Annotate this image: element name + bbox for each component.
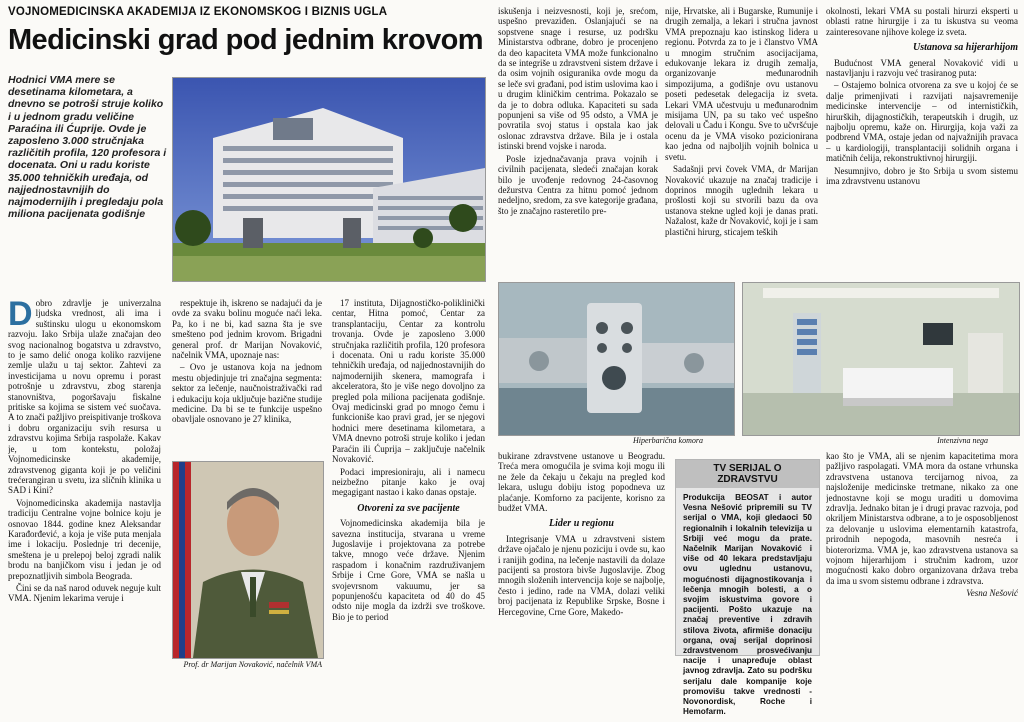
paragraph: obro zdravlje je univerzalna ljudska vrednost, ali ima i suštinsku ulogu u ekonomskom razvoju. Iako Srbija ulaže značajan deo svog nacionalnog bogatstva u zdravstvo, to je samo delić onoga koliko razvijene zemlje ulažu u taj sektor. Zahtevi za investicijama u novu opremu i porast potrošnje u zdravstvu, zbog starenja stanovništva, pogoršavaju fiskalne pritiske sa kojima se sistem već suočava. A to znači pažljivo preispitivanje troškova i dobru organizaciju svih resursa u zdravstvu kojima Srbija raspolaže. Kakav je, u tom kontekstu, položaj Vojnomedicinske akademije, zdravstvenog giganta koji je po veličini trećerangiran u svetu, iza sličnih klinika u SAD i Kini? xyxy=(8,298,161,496)
paragraph: Podaci impresioniraju, ali i namecu neizbežno pitanje kako je ovaj megagigant nastao i kako danas opstaje. xyxy=(332,466,485,498)
paragraph: Vojnomedicinska akademija bila je savezna institucija, stvarana u vreme Jugoslavije i projektovana za potrebe takve, mnogo veće države. Njenim raspadom i konačnim razdruživanjem Srbije i Crne Gore, VMA se našla u svojevrsnom vakuumu, jer sa popunjenošću kapaciteta od 40 do 45 odsto nije mogla da izdrži sve troškove. Bio je to period xyxy=(332,518,485,622)
paragraph: kao što je VMA, ali se njenim kapacitetima mora pažljivo raspolagati. VMA mora da ostane vrhunska zdravstvena ustanova tercijarnog nivoa, za najsloženije medicinske tretmane, nikako za one jednostavne koji se mogu uraditi u domovima zdravlja. Jednako bitan je i drugi pravac razvoja, pod okriljem Ministarstva odbrane, a to je osposobljenost za delovanje u uslovima elementarnih katastrofa, prirodnih nepogoda, masovnih nesreća i bioterorizma. VMA je, kao zdravstvena ustanova sa vojnom hijerarhijom i stručnim kadrom, uzor mogućnosti kako dobro organizovana država treba da ima u svom sistemu odbrane i zdravstva. xyxy=(826,451,1018,586)
tv-series-box xyxy=(675,459,820,717)
paragraph: okolnosti, lekari VMA su postali hirurzi eksperti u oblasti ratne hirurgije i za tu iskustva su veoma zainteresovane njihove kolege iz sveta. xyxy=(826,6,1018,37)
paragraph: Čini se da naš narod oduvek neguje kult VMA. Njenim lekarima veruje i xyxy=(8,582,161,604)
icu-photo xyxy=(742,282,1020,436)
paragraph: Budućnost VMA general Novaković vidi u nastavljanju i razvoju već trasiranog puta: xyxy=(826,57,1018,79)
building-illustration xyxy=(173,78,485,281)
article-column-2 xyxy=(172,298,322,453)
section-subhead: Otvoreni za sve pacijente xyxy=(357,502,460,514)
article-column-6 xyxy=(826,6,1018,278)
hyperbaric-caption: Hiperbarična komora xyxy=(633,436,703,445)
article-column-7 xyxy=(498,451,665,673)
paragraph: – Ovo je ustanova koja na jednom mestu objedinjuje tri značajna segmenta: sektor za lečenje, naučnoistraživački rad i edukaciju koja uključuje bazične studije medicine. Da bi se te funkcije uspešno obavljale osnovano je 27 klinika, xyxy=(172,362,322,425)
paragraph: respektuje ih, iskreno se nadajući da je ovde za svaku bolinu moguće naći leka. Pa, ko i ne bi, kad sazna šta je sve smešteno pod jednim krovom. Brigadni general prof. dr Marijan Novaković, načelnik VMA, upoznaje nas: xyxy=(172,298,322,361)
article-column-4 xyxy=(498,6,658,278)
headline: Medicinski grad pod jednim krovom xyxy=(8,24,483,56)
article-column-5 xyxy=(665,6,818,278)
lead-paragraph: Hodnici VMA mere se desetinama kilometara, a dnevno se potroši struje koliko i u jednom gradu veličine Paraćina ili Ćuprije. Ovde je zaposleno 3.000 stručnjaka različitih profila, 120 profesora i docenata. Oni u radu koriste 35.000 tehničkih uređaja, od najjednostavnijih do najmodernijih i pregledaju pola miliona pacijenata godišnje xyxy=(8,74,167,221)
paragraph: nije, Hrvatske, ali i Bugarske, Rumunije i drugih zemalja, a lekari i stručna javnost VMA prepoznaju kao istinskog lidera u regionu. Potvrda za to je i članstvo VMA u mnogim stručnim asocijacijama, edukovanje lekara iz drugih zemalja, organizovanje međunarodnih simpozijuma, a godišnje ovu ustanovu poseti pedesetak delegacija iz sveta. Lekari VMA učestvuju u međunarodnim misijama UN, pa su tako već uspešno delovali u Čadu i Kongu. Sve to učvršćuje ocenu da je VMA visoko pozicionirana kao jedna od najboljih vojnih bolnica u svetu. xyxy=(665,6,818,162)
paragraph: bukirane zdravstvene ustanove u Beogradu. Treća mera omogućila je svima koji mogu ili ne žele da čekaju u čekaju na pregled kod lekara, uslugu dobiju istog popodneva uz plaćanje. Komforno za pacijente, korisno za budžet VMA. xyxy=(498,451,665,514)
drop-cap: D xyxy=(8,298,33,333)
building-photo xyxy=(172,77,486,282)
paragraph: Sadašnji prvi čovek VMA, dr Marijan Novaković ukazuje na značaj tradicije i doprinos mnogih uglednih lekara u prošlosti koji su stvorili bazu da ova ustanova stekne ugled koji je danas prati. Nažalost, kaže dr Novaković, koji je i sam plastični hirurg, sticajem teških xyxy=(665,164,818,237)
hyperbaric-illustration xyxy=(499,283,734,435)
paragraph: Nesumnjivo, dobro je što Srbija u svom sistemu ima zdravstvenu ustanovu xyxy=(826,165,1018,187)
icu-illustration xyxy=(743,283,1019,435)
article-column-1 xyxy=(8,298,161,673)
paragraph: iskušenja i neizvesnosti, koji je, srećom, uspešno prevaziđen. Oslanjajući se na sopstvene snage i resurse, uz podršku Ministarstva odbrane, dobro je procenjeno da deo kapaciteta VMA može funkcionalno da se integriše u zdravstveni sistem države i da osim vojnih osiguranika ovde mogu da se leče svi građani, pod istim uslovima kao i u drugim kliničkim centrima. Pokazalo se da je to dobra odluka. Kapaciteti su sada popunjeni sa više od 95 odsto, a VMA je povratila svoj status i opstala kao jak oslonac zdravstva države. Bila je i ostala istinski brend vojske i naroda. xyxy=(498,6,658,152)
paragraph: Posle izjednačavanja prava vojnih i civilnih pacijenata, sledeći značajan korak bilo je uvođenje redovnog 24-časovnog dežurstva Centra za hitnu pomoć jednom nedeljno, sredom, za sve kategorije građana, što je značajno rasteretilo pre- xyxy=(498,153,658,216)
hyperbaric-photo xyxy=(498,282,735,436)
box-title: TV SERIJAL O ZDRAVSTVU xyxy=(676,460,819,488)
portrait-caption: Prof. dr Marijan Novaković, načelnik VMA xyxy=(183,660,322,669)
icu-caption: Intenzivna nega xyxy=(937,436,988,445)
section-subhead: Ustanova sa hijerarhijom xyxy=(912,42,1018,54)
paragraph: Vojnomedicinska akademija nastavlja tradiciju Centralne vojne bolnice koju je osnovao 1844. godine knez Aleksandar Karađorđević, a koja je više puta menjala ime i lokaciju. Poslednje tri decenije, smeštena je u prelepoj beloj zgradi nalik brodu na banjičkom visu i jedan je od prepoznatljivih simbola Beograda. xyxy=(8,497,161,581)
box-text: Produkcija BEOSAT i autor Vesna Nešović pripremili su TV serijal o VMA, koji gledaoci 50 regionalnih i lokalnih televizija u Srbiji već mogu da prate. Načelnik Marijan Novaković i više od 40 lekara predstavljaju ovu uglednu ustanovu, mogućnosti dijagnostikovanja i lečenja mnogih bolesti, a o svojim iskustvima govore i pacijenti. Pošto ukazuje na značaj preventive i zdravih stilova života, afirmiše donaciju organa, ovaj serijal doprinosi zdravstvenom prosvećivanju nacije i unapređuje oblast javnog zdravlja. Zato su podršku serijalu dale kompanije koje promovišu takve vrednosti - Novonordisk, Roche i Hemofarm. xyxy=(683,493,812,717)
author-signature: Vesna Nešović xyxy=(966,588,1018,599)
paragraph: Integrisanje VMA u zdravstveni sistem države ojačalo je njenu poziciju i ovde su, kao i ranijih godina, na lečenje nastavili da dolaze pacijenti sa prostora bivše Jugoslavije. Zbog mnogih složenih intervencija koje se najbolje, često i jedino, rade na VMA, dolazi veliki broj pacijenata iz Republike Srpske, Bosne i Hercegovine, Crne Gore, Makedo- xyxy=(498,533,665,617)
article-column-8 xyxy=(826,451,1018,673)
kicker: VOJNOMEDICINSKA AKADEMIJA IZ EKONOMSKOG I BIZNIS UGLA xyxy=(8,6,388,18)
paragraph: – Ostajemo bolnica otvorena za sve u kojoj će se dalje primenjivati i razvijati najsavremenije medicinske intervencije – od internističkih, hirurških, dijagnostičkih, terapeutskih i drugih, uz najbolju opremu, kaže on. Hirurgija, koja važi za podbrend VMA, ostaje jedan od najvažnijih pravaca – u kardiologiji, transplantaciji solidnih organa i matičnih ćelija, rekonstruktivnoj hirurgiji. xyxy=(826,80,1018,164)
article-column-3 xyxy=(332,298,485,673)
paragraph: 17 instituta, Dijagnostičko-poliklinički centar, Hitna pomoć, Centar za transplantaciju, Centar za kontrolu trovanja. Ovde je zaposleno 3.000 stručnjaka različitih profila, 120 profesora i docenata. Oni u radu koriste 35.000 tehničkih uređaja, od najjednostavnijih do najmodernijih skenera, mamografa i akceleratora, što je više nego dovoljno za pregled pola miliona pacijenata godišnje. Ovaj medicinski grad po mnogo čemu i funkcioniše kao pravi grad, jer se njegovi hodnici mere desetinama kilometara, a VMA dnevno potroši struje koliko i jedan Paraćin ili Ćuprija – zaključuje načelnik Novaković. xyxy=(332,298,485,465)
portrait-illustration xyxy=(173,462,323,658)
section-subhead: Lider u regionu xyxy=(548,518,614,530)
portrait-photo xyxy=(172,461,324,659)
